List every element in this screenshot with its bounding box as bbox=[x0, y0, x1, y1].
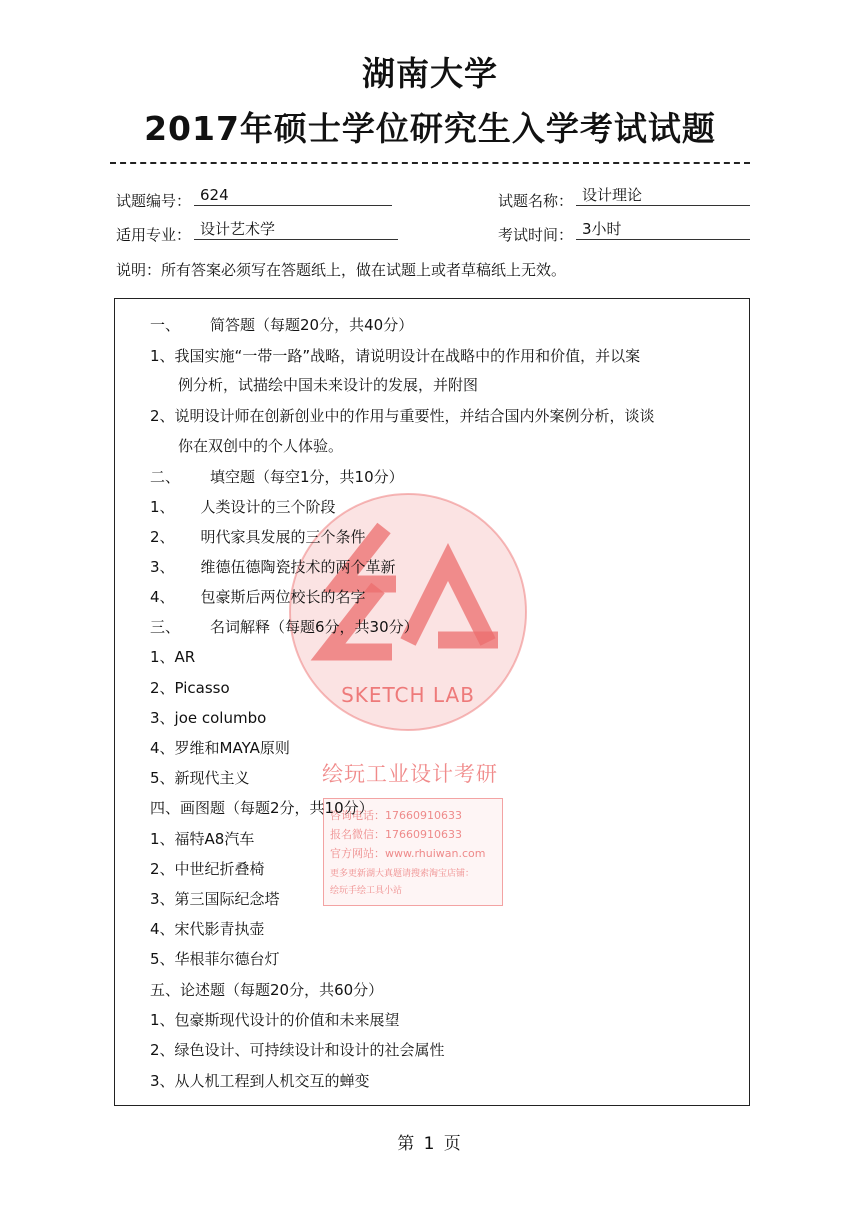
term-item-2: 2、Picasso bbox=[150, 679, 230, 697]
drawing-item-4: 4、宋代影青执壶 bbox=[150, 920, 265, 938]
drawing-item-5: 5、华根菲尔德台灯 bbox=[150, 950, 280, 968]
drawing-item-3: 3、第三国际纪念塔 bbox=[150, 890, 280, 908]
drawing-item-1: 1、福特A8汽车 bbox=[150, 830, 255, 848]
time-value: 3小时 bbox=[576, 220, 750, 240]
page-number: 第 1 页 bbox=[397, 1134, 463, 1154]
section-1-heading bbox=[150, 314, 413, 336]
essay-item-1: 1、包豪斯现代设计的价值和未来展望 bbox=[150, 1011, 400, 1029]
major-value: 设计艺术学 bbox=[194, 220, 398, 240]
section-5-heading: 五、论述题（每题20分，共60分） bbox=[150, 981, 384, 999]
watermark-shop-note: 更多更新湖大真题请搜索淘宝店铺： bbox=[330, 869, 475, 879]
watermark-brand: 绘玩工业设计考研 bbox=[322, 762, 498, 786]
dashed-divider bbox=[110, 162, 750, 164]
section-title: 名词解释（每题6分，共30分） bbox=[210, 618, 419, 636]
essay-item-3: 3、从人机工程到人机交互的蝉变 bbox=[150, 1072, 370, 1090]
section-title: 简答题（每题20分，共40分） bbox=[210, 316, 414, 334]
watermark-shop-name: 绘玩手绘工具小站 bbox=[330, 886, 403, 896]
question-1-2-line-1: 2、说明设计师在创新创业中的作用与重要性，并结合国内外案例分析，谈谈 bbox=[150, 407, 655, 425]
section-3-heading bbox=[150, 616, 419, 638]
essay-item-2: 2、绿色设计、可持续设计和设计的社会属性 bbox=[150, 1041, 445, 1059]
question-1-1-line-1: 1、我国实施“一带一路”战略，请说明设计在战略中的作用和价值，并以案 bbox=[150, 347, 641, 365]
term-item-4: 4、罗维和MAYA原则 bbox=[150, 739, 290, 757]
question-1-1-line-2: 例分析，试描绘中国未来设计的发展，并附图 bbox=[178, 376, 479, 394]
watermark-wechat: 报名微信：17660910633 bbox=[330, 828, 462, 841]
fill-item-4: 4、 包豪斯后两位校长的名字 bbox=[150, 588, 366, 606]
name-value: 设计理论 bbox=[576, 186, 750, 206]
name-label: 试题名称： bbox=[498, 192, 574, 210]
term-item-1: 1、AR bbox=[150, 648, 196, 666]
section-number: 一、 bbox=[150, 316, 181, 334]
section-4-heading: 四、画图题（每题2分，共10分） bbox=[150, 799, 374, 817]
term-item-3: 3、joe columbo bbox=[150, 709, 267, 727]
exam-title: 2017年硕士学位研究生入学考试试题 bbox=[144, 109, 716, 148]
code-value: 624 bbox=[194, 186, 392, 206]
section-number: 三、 bbox=[150, 618, 181, 636]
university-title: 湖南大学 bbox=[362, 54, 498, 93]
instructions-note: 说明：所有答案必须写在答题纸上，做在试题上或者草稿纸上无效。 bbox=[116, 261, 567, 279]
section-2-heading bbox=[150, 466, 404, 488]
drawing-item-2: 2、中世纪折叠椅 bbox=[150, 860, 265, 878]
major-label: 适用专业： bbox=[116, 226, 192, 244]
section-title: 填空题（每空1分，共10分） bbox=[210, 468, 404, 486]
watermark-phone: 咨询电话：17660910633 bbox=[330, 809, 462, 822]
question-1-2-line-2: 你在双创中的个人体验。 bbox=[178, 437, 344, 455]
time-label: 考试时间： bbox=[498, 226, 574, 244]
logo-text: SKETCH LAB bbox=[341, 683, 475, 707]
watermark-website: 官方网站：www.rhuiwan.com bbox=[330, 847, 486, 860]
fill-item-1: 1、 人类设计的三个阶段 bbox=[150, 498, 336, 516]
fill-item-3: 3、 维德伍德陶瓷技术的两个革新 bbox=[150, 558, 396, 576]
code-label: 试题编号： bbox=[116, 192, 192, 210]
section-number: 二、 bbox=[150, 468, 181, 486]
term-item-5: 5、新现代主义 bbox=[150, 769, 250, 787]
fill-item-2: 2、 明代家具发展的三个条件 bbox=[150, 528, 366, 546]
